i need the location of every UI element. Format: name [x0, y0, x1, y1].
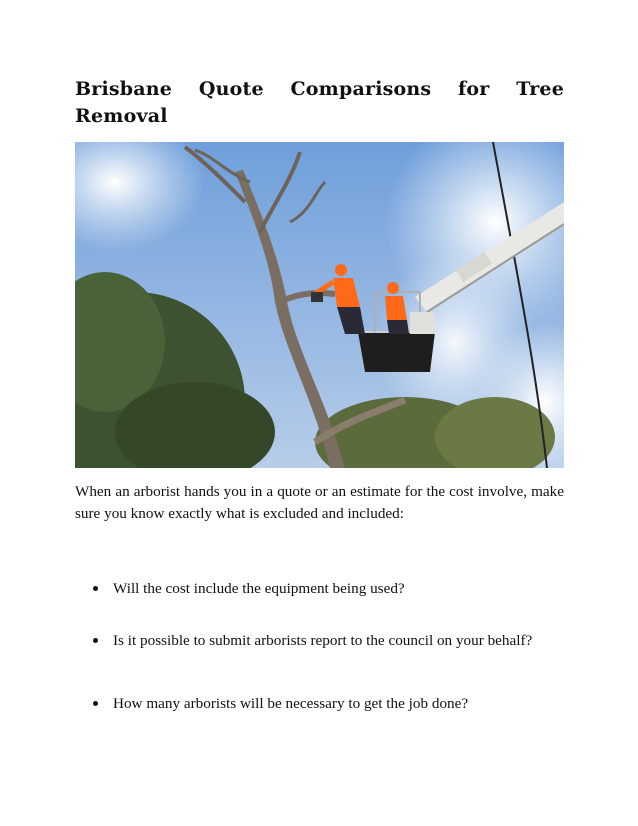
list-item — [75, 630, 564, 652]
bullet-icon — [93, 586, 98, 591]
list-item-text: How many arborists will be necessary to get the job done? — [113, 695, 469, 712]
bullet-list — [75, 578, 564, 715]
list-item-text: Is it possible to submit arborists report to the council on your behalf? — [113, 631, 533, 649]
bullet-icon — [93, 638, 98, 643]
document-page — [75, 76, 564, 712]
list-item-text: Will the cost include the equipment being used? — [113, 580, 405, 597]
intro-paragraph: When an arborist hands you in a quote or an estimate for the cost involve, make sure you know exactly what is excluded and included: — [75, 483, 564, 522]
list-item — [75, 693, 564, 715]
bullet-icon — [93, 701, 98, 706]
page-title: Brisbane Quote Comparisons for Tree Removal — [75, 78, 564, 127]
list-item — [75, 578, 564, 600]
tree-removal-photo — [75, 142, 564, 468]
